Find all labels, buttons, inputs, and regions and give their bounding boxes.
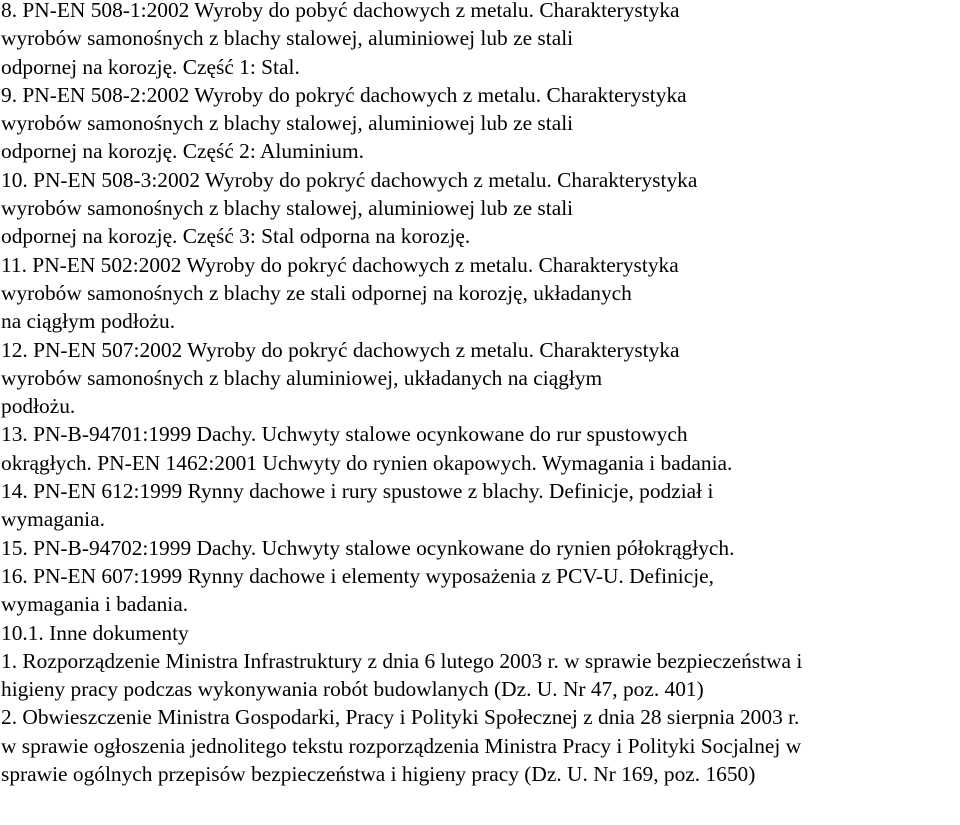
text-line: 16. PN-EN 607:1999 Rynny dachowe i elementy wyposażenia z PCV-U. Definicje, [1, 563, 715, 588]
text-line: wymagania. [1, 507, 105, 532]
text-line: 13. PN-B-94701:1999 Dachy. Uchwyty stalowe ocynkowane do rur spustowych [1, 422, 688, 447]
text-line: wyrobów samonośnych z blachy stalowej, aluminiowej lub ze stali [1, 196, 574, 221]
text-line: 1. Rozporządzenie Ministra Infrastruktury z dnia 6 lutego 2003 r. w sprawie bezpieczeństwa i [1, 648, 803, 673]
text-line: odpornej na korozję. Część 2: Aluminium. [1, 139, 364, 164]
text-line: odpornej na korozję. Część 3: Stal odporna na korozję. [1, 224, 471, 249]
text-line: 2. Obwieszczenie Ministra Gospodarki, Pracy i Polityki Społecznej z dnia 28 sierpnia 2003 r. [1, 705, 800, 730]
text-line: sprawie ogólnych przepisów bezpieczeństwa i higieny pracy (Dz. U. Nr 169, poz. 1650) [1, 762, 756, 787]
text-line: 12. PN-EN 507:2002 Wyroby do pokryć dachowych z metalu. Charakterystyka [1, 337, 680, 362]
text-line: wyrobów samonośnych z blachy ze stali odpornej na korozję, układanych [1, 280, 632, 305]
text-line: okrągłych. PN-EN 1462:2001 Uchwyty do rynien okapowych. Wymagania i badania. [1, 450, 733, 475]
text-line: 8. PN-EN 508-1:2002 Wyroby do pobyć dachowych z metalu. Charakterystyka [1, 0, 680, 22]
text-line: wymagania i badania. [1, 592, 189, 617]
text-line: podłożu. [1, 394, 76, 419]
text-line: 15. PN-B-94702:1999 Dachy. Uchwyty stalowe ocynkowane do rynien półokrągłych. [1, 535, 735, 560]
text-line: 14. PN-EN 612:1999 Rynny dachowe i rury spustowe z blachy. Definicje, podział i [1, 479, 714, 504]
text-line: wyrobów samonośnych z blachy aluminiowej, układanych na ciągłym [1, 365, 603, 390]
text-line: 10. PN-EN 508-3:2002 Wyroby do pokryć dachowych z metalu. Charakterystyka [1, 167, 698, 192]
text-line: wyrobów samonośnych z blachy stalowej, aluminiowej lub ze stali [1, 26, 574, 51]
text-line: 11. PN-EN 502:2002 Wyroby do pokryć dachowych z metalu. Charakterystyka [1, 252, 679, 277]
text-line: na ciągłym podłożu. [1, 309, 176, 334]
text-line: odpornej na korozję. Część 1: Stal. [1, 54, 300, 79]
text-line: higieny pracy podczas wykonywania robót budowlanych (Dz. U. Nr 47, poz. 401) [1, 677, 704, 702]
text-line: w sprawie ogłoszenia jednolitego tekstu rozporządzenia Ministra Pracy i Polityki Socjalnej w [1, 733, 802, 758]
section-heading: 10.1. Inne dokumenty [1, 620, 189, 645]
text-line: 9. PN-EN 508-2:2002 Wyroby do pokryć dachowych z metalu. Charakterystyka [1, 82, 687, 107]
text-line: wyrobów samonośnych z blachy stalowej, aluminiowej lub ze stali [1, 111, 574, 136]
